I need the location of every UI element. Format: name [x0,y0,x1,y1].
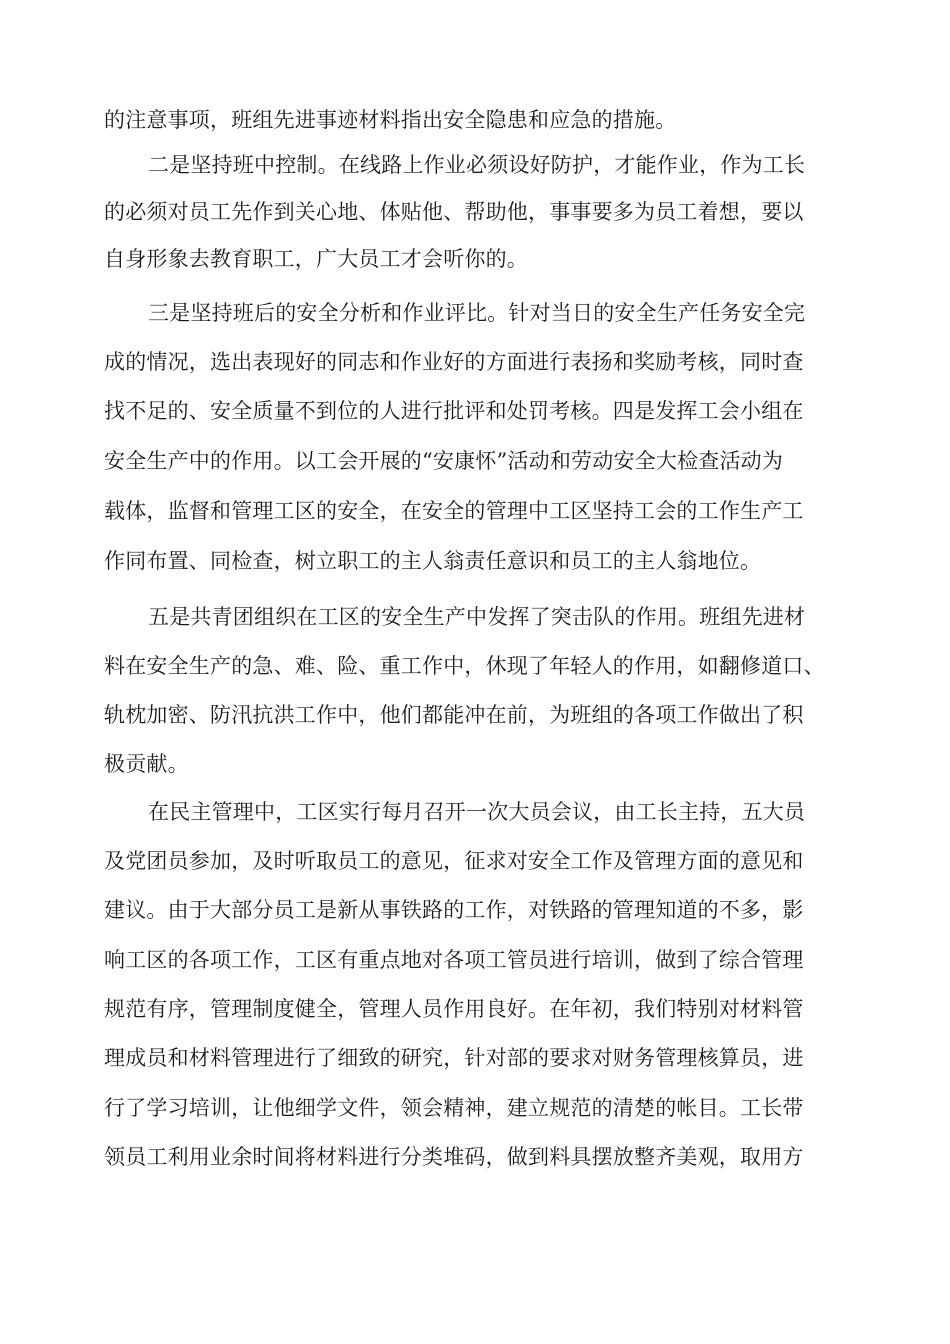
text-line: 的必须对员工先作到关心地、体贴他、帮助他，事事要多为员工着想，要以 [104,200,804,224]
text-line: 响工区的各项工作，工区有重点地对各项工管员进行培训，做到了综合管理 [104,948,804,972]
text-line: 规范有序，管理制度健全，管理人员作用良好。在年初，我们特别对材料管 [104,997,804,1021]
text-line: 理成员和材料管理进行了细致的研究，针对部的要求对财务管理核算员，进 [104,1046,804,1070]
text-line: 极贡献。 [104,752,189,776]
text-line: 安全生产中的作用。以工会开展的“安康怀”活动和劳动安全大检查活动为 [104,449,784,473]
text-line: 轨枕加密、防汛抗洪工作中，他们都能冲在前，为班组的各项工作做出了积 [104,703,804,727]
text-line: 找不足的、安全质量不到位的人进行批评和处罚考核。四是发挥工会小组在 [104,399,804,423]
text-line: 领员工利用业余时间将材料进行分类堆码，做到料具摆放整齐美观，取用方 [104,1145,804,1169]
text-line: 行了学习培训，让他细学文件，领会精神，建立规范的清楚的帐目。工长带 [104,1096,804,1120]
text-line: 三是坚持班后的安全分析和作业评比。针对当日的安全生产任务安全完 [148,301,806,325]
text-line: 载体，监督和管理工区的安全，在安全的管理中工区坚持工会的工作生产工 [104,499,804,523]
text-line: 五是共青团组织在工区的安全生产中发挥了突击队的作用。班组先进材 [148,605,806,629]
text-line: 建议。由于大部分员工是新从事铁路的工作，对铁路的管理知道的不多，影 [104,898,804,922]
text-line: 自身形象去教育职工，广大员工才会听你的。 [104,247,528,271]
text-line: 料在安全生产的急、难、险、重工作中，休现了年轻人的作用，如翻修道口、 [104,654,825,678]
text-line: 的注意事项，班组先进事迹材料指出安全隐患和应急的措施。 [104,108,677,132]
text-line: 作同布置、同检查，树立职工的主人翁责任意识和员工的主人翁地位。 [104,549,762,573]
text-line: 在民主管理中，工区实行每月召开一次大员会议，由工长主持，五大员 [148,800,806,824]
text-line: 及党团员参加，及时听取员工的意见，征求对安全工作及管理方面的意见和 [104,849,804,873]
text-line: 成的情况，选出表现好的同志和作业好的方面进行表扬和奖励考核，同时查 [104,350,804,374]
text-line: 二是坚持班中控制。在线路上作业必须设好防护，才能作业，作为工长 [148,153,806,177]
